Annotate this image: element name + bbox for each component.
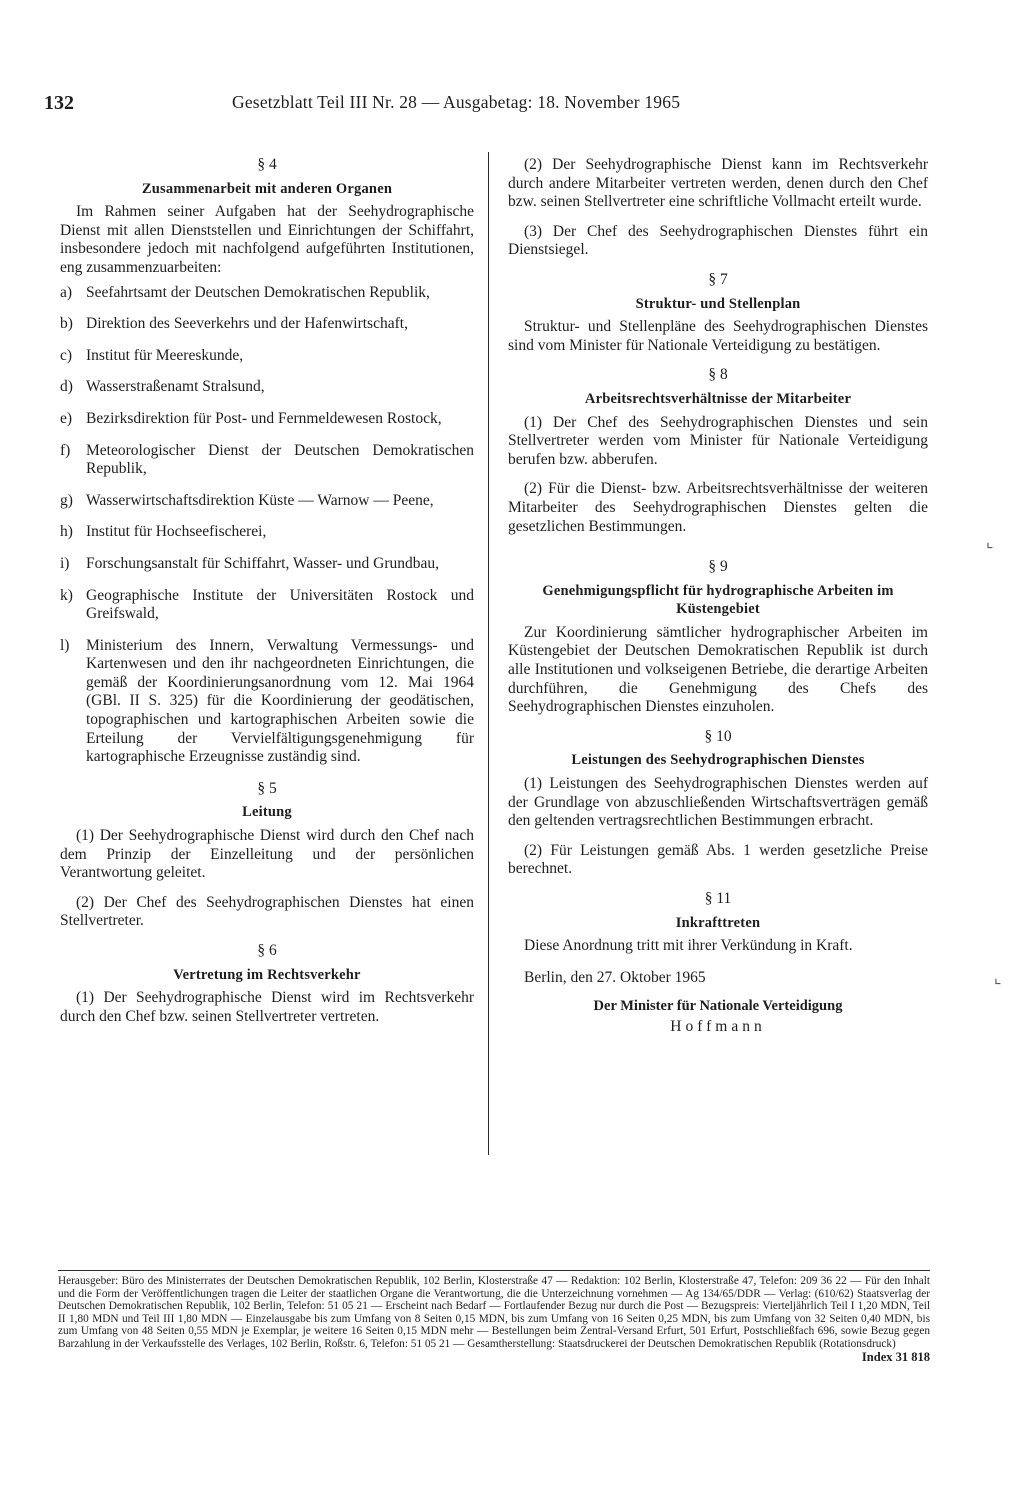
list-text: Seefahrtsamt der Deutschen Demokratischen Republik, — [86, 283, 430, 301]
list-item — [60, 442, 474, 479]
signer-title: Der Minister für Nationale Verteidigung — [593, 998, 843, 1015]
list-item — [60, 587, 474, 624]
list-text: Institut für Hochseefischerei, — [86, 523, 267, 541]
section-title: Leitung — [242, 804, 292, 821]
list-item — [60, 410, 474, 429]
imprint-text: Herausgeber: Büro des Ministerrates der Deutschen Demokratischen Republik, 102 Berlin, Klosterstraße 47 — Redaktion: 102 Berlin, Klosterstraße 47, Telefon: 209 36 22 — Für den Inhalt und die Form der Veröffentlichungen tragen die Leiter der staatlichen Organe die Verantwortung, die die Unterzeichnung vornehmen — Ag 134/65/DDR — Verlag: (610/62) Staatsverlag der Deutschen Demokratischen Republik, 102 Berlin, Telefon: 51 05 21 — Erscheint nach Bedarf — Fortlaufender Bezug nur durch die Post — Bezugspreis: Vierteljährlich Teil I 1,20 MDN, Teil II 1,80 MDN und Teil III 1,80 MDN — Einzelausgabe bis zum Umfang von 8 Seiten 0,15 MDN, bis zum Umfang von 16 Seiten 0,25 MDN, bis zum Umfang von 32 Seiten 0,40 MDN, bis zum Umfang von 48 Seiten 0,55 MDN je Exemplar, je weitere 16 Seiten 0,15 MDN mehr — Bestellungen beim Zentral-Versand Erfurt, 501 Erfurt, Postschließfach 696, sowie Bezug gegen Barzahlung in der Verkaufsstelle des Verlages, 102 Berlin, Roßstr. 6, Telefon: 51 05 21 — Gesamtherstellung: Staatsdruckerei der Deutschen Demokratischen Republik (Rotationsdruck) — [58, 1275, 930, 1350]
imprint — [58, 1275, 930, 1363]
section-number: § 10 — [704, 727, 732, 745]
list-text: Forschungsanstalt für Schiffahrt, Wasser- und Grundbau, — [86, 554, 440, 572]
section-number: § 7 — [708, 270, 728, 288]
section-number: § 11 — [704, 890, 732, 907]
left-column — [60, 156, 474, 1026]
list-text: Geographische Institute der Universitäten Rostock und Greifswald, — [86, 586, 474, 623]
section-title: Arbeitsrechtsverhältnisse der Mitarbeiter — [584, 390, 852, 407]
list-item — [60, 555, 474, 574]
list-label: l) — [60, 636, 70, 654]
paragraph: Im Rahmen seiner Aufgaben hat der Seehydrographische Dienst mit allen Dienststellen und Einrichtungen der Schiffahrt, insbesondere jedoch mit nachfolgend aufgeführten Institutionen, eng zusammenzuarbeiten: — [60, 203, 474, 276]
paragraph: (3) Der Chef des Seehydrographischen Dienstes führt ein Dienstsiegel. — [508, 222, 928, 259]
section-number: § 8 — [708, 366, 728, 384]
list-item — [60, 492, 474, 511]
dateline: Berlin, den 27. Oktober 1965 — [524, 968, 706, 986]
list-label: d) — [60, 378, 73, 396]
list-label: c) — [60, 346, 73, 364]
section-title: Leistungen des Seehydrographischen Dienstes — [571, 752, 865, 769]
paragraph: (1) Der Seehydrographische Dienst wird im Rechtsverkehr durch den Chef bzw. seinen Stellvertreter vertreten. — [60, 989, 474, 1025]
list-text: Direktion des Seeverkehrs und der Hafenwirtschaft, — [86, 315, 408, 333]
index-number: Index 31 818 — [861, 1349, 930, 1364]
institution-list — [60, 284, 474, 767]
list-label: a) — [60, 283, 73, 301]
running-title: Gesetzblatt Teil III Nr. 28 — Ausgabetag: 18. November 1965 — [232, 92, 681, 112]
list-item — [60, 523, 474, 542]
section-title: Struktur- und Stellenplan — [635, 295, 801, 312]
paragraph: (1) Der Chef des Seehydrographischen Dienstes und sein Stellvertreter werden vom Minister für Nationale Verteidigung berufen bzw. abberufen. — [508, 413, 928, 468]
list-text: Bezirksdirektion für Post- und Fernmeldewesen Rostock, — [86, 409, 442, 427]
list-label: b) — [60, 315, 73, 333]
section-title: Genehmigungspflicht für hydrographische Arbeiten im Küstengebiet — [542, 582, 894, 618]
list-item — [60, 637, 474, 767]
list-label: i) — [60, 554, 70, 572]
paragraph: (1) Leistungen des Seehydrographischen Dienstes werden auf der Grundlage von abzuschließenden Wirtschaftsverträgen gemäß den geltenden vertragsrechtlichen Bestimmungen erbracht. — [508, 775, 928, 830]
margin-mark: ⌞ — [986, 534, 994, 551]
section-title: Zusammenarbeit mit anderen Organen — [141, 180, 393, 197]
list-item — [60, 284, 474, 303]
paragraph: (2) Der Chef des Seehydrographischen Dienstes hat einen Stellvertreter. — [60, 893, 474, 930]
paragraph: (2) Der Seehydrographische Dienst kann im Rechtsverkehr durch andere Mitarbeiter vertreten werden, denen durch den Chef bzw. seinen Stellvertreter eine schriftliche Vollmacht erteilt wurde. — [508, 156, 928, 211]
list-text: Wasserstraßenamt Stralsund, — [86, 378, 265, 396]
list-item — [60, 378, 474, 397]
list-label: h) — [60, 523, 73, 541]
paragraph: (1) Der Seehydrographische Dienst wird durch den Chef nach dem Prinzip der Einzelleitung und der persönlichen Verantwortung geleitet. — [60, 827, 474, 882]
paragraph: (2) Für die Dienst- bzw. Arbeitsrechtsverhältnisse der weiteren Mitarbeiter des Seehydrographischen Dienstes gelten die gesetzlichen Bestimmungen. — [508, 480, 928, 535]
list-label: f) — [60, 441, 71, 459]
section-number: § 9 — [708, 558, 728, 576]
list-item — [60, 347, 474, 366]
imprint-rule — [58, 1270, 930, 1271]
section-number: § 4 — [257, 156, 277, 173]
list-text: Wasserwirtschaftsdirektion Küste — Warnow — Peene, — [86, 491, 434, 509]
list-text: Ministerium des Innern, Verwaltung Vermessungs- und Kartenwesen und den ihr nachgeordneten Einrichtungen, die gemäß der Koordinierungsanordnung vom 12. Mai 1964 (GBl. II S. 325) für die Koordinierung der geodätischen, topographischen und kartographischen Arbeiten sowie die Erteilung der Vervielfältigungsgenehmigung für kartographische Erzeugnisse zuständig sind. — [86, 636, 474, 766]
paragraph: (2) Für Leistungen gemäß Abs. 1 werden gesetzliche Preise berechnet. — [508, 841, 928, 878]
section-title: Vertretung im Rechtsverkehr — [173, 966, 361, 983]
section-number: § 6 — [257, 942, 277, 959]
list-text: Institut für Meereskunde, — [86, 346, 244, 364]
list-item — [60, 315, 474, 334]
page-header — [44, 92, 984, 122]
paragraph: Diese Anordnung tritt mit ihrer Verkündung in Kraft. — [524, 937, 853, 955]
section-title: Inkrafttreten — [675, 914, 761, 931]
list-label: e) — [60, 409, 73, 427]
list-text: Meteorologischer Dienst der Deutschen Demokratischen Republik, — [86, 441, 474, 478]
list-label: g) — [60, 491, 73, 509]
signer-name: Hoffmann — [670, 1017, 766, 1035]
column-divider — [488, 152, 489, 1155]
right-column — [508, 156, 928, 1037]
list-label: k) — [60, 586, 73, 604]
section-number: § 5 — [257, 779, 277, 797]
page-number: 132 — [44, 92, 74, 114]
paragraph: Struktur- und Stellenpläne des Seehydrographischen Dienstes sind vom Minister für Nationale Verteidigung zu bestätigen. — [508, 318, 928, 354]
paragraph: Zur Koordinierung sämtlicher hydrographischer Arbeiten im Küstengebiet der Deutschen Demokratischen Republik ist durch alle Institutionen und volkseigenen Betriebe, die derartige Arbeiten durchführen, die Genehmigung des Chefs des Seehydrographischen Dienstes einzuholen. — [508, 623, 928, 716]
margin-mark: ⌞ — [994, 970, 1002, 987]
